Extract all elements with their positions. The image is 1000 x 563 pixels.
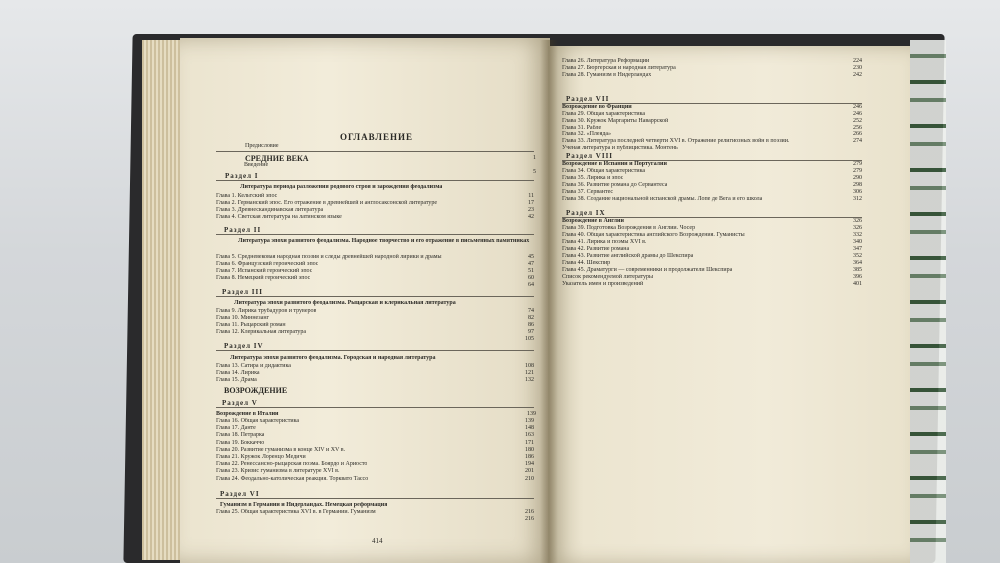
toc-entry: Глава 11. Рыцарский роман 86	[216, 322, 534, 328]
toc-entry: Глава 15. Драма 132	[216, 377, 534, 383]
toc-entry: Глава 8. Немецкий героический эпос 60	[216, 275, 534, 281]
rule	[216, 407, 534, 408]
toc-title: ОГЛАВЛЕНИЕ	[340, 132, 413, 142]
toc-entry: Глава 38. Создание национальной испанской драмы. Лопе де Вега и его школа 312	[562, 196, 862, 202]
toc-entry: Глава 42. Развитие романа 347	[562, 246, 862, 252]
toc-entry: Глава 5. Средневековая народная поэзия и следы древнейшей народной лирики и драмы 45	[216, 254, 534, 260]
toc-entry: Глава 17. Данте 148	[216, 425, 534, 432]
toc-entry: Указатель имен и произведений 401	[562, 281, 862, 287]
rule	[216, 180, 534, 181]
endpaper-pattern	[910, 40, 946, 563]
toc-entry: Глава 10. Миннезанг 82	[216, 315, 534, 321]
section-8-label: Раздел VIII	[566, 152, 614, 160]
toc-entry: 216	[525, 516, 534, 522]
part-title: СРЕДНИЕ ВЕКА	[245, 154, 309, 163]
toc-entry: Глава 39. Подготовка Возрождения в Англии. Чосер 326	[562, 225, 862, 231]
toc-entry: Глава 35. Лирика и эпос 290	[562, 175, 862, 181]
toc-entry: Глава 33. Литература последней четверти XVI в. Отражение религиозных войн в поэзии. 274	[562, 138, 862, 145]
section-6-label: Раздел VI	[220, 490, 260, 498]
part-2-title: ВОЗРОЖДЕНИЕ	[224, 386, 288, 395]
toc-entry: Глава 28. Гуманизм в Нидерландах 242	[562, 72, 862, 78]
rule	[216, 498, 534, 499]
toc-entry: Глава 1. Кельтский эпос 11	[216, 193, 534, 199]
toc-entry: Список рекомендуемой литературы 396	[562, 274, 862, 280]
toc-entry: Глава 31. Рабле 256	[562, 124, 862, 131]
toc-entry: Глава 36. Развитие романа до Сервантеса 298	[562, 182, 862, 188]
toc-entry: Глава 20. Развитие гуманизма в конце XIV и XV в. 180	[216, 446, 534, 453]
toc-entry: Глава 41. Лирика и поэмы XVI в. 340	[562, 239, 862, 245]
section-5-label: Раздел V	[222, 399, 258, 407]
section-4-heading: Литература эпохи развитого феодализма. Городская и народная литература	[230, 355, 436, 361]
rule	[216, 350, 534, 351]
rule	[216, 151, 534, 152]
toc-entry: Глава 9. Лирика трубадуров и труверов 74	[216, 308, 534, 314]
section-7-heading-row: Возрождение во Франции 246	[562, 104, 862, 110]
section-3-heading: Литература эпохи развитого феодализма. Рыцарская и клерикальная литература	[234, 300, 456, 306]
toc-entry: Глава 43. Развитие английской драмы до Шекспира 352	[562, 253, 862, 259]
section-7-label: Раздел VII	[566, 95, 610, 103]
toc-entry: Глава 19. Боккаччо 171	[216, 439, 534, 446]
toc-entry: 105	[525, 336, 534, 342]
toc-entry: Глава 25. Общая характеристика XVI в. в Германии. Гуманизм 216	[216, 509, 534, 515]
section-9-heading-row: Возрождение в Англии 326	[562, 218, 862, 224]
toc-entry: Глава 12. Клерикальная литература 97	[216, 329, 534, 335]
rule	[216, 296, 534, 297]
toc-entry: Глава 40. Общая характеристика английского Возрождения. Гуманисты 332	[562, 232, 862, 238]
toc-entry: Глава 13. Сатира и дидактика 108	[216, 363, 534, 369]
toc-entry: Глава 6. Французский героический эпос 47	[216, 261, 534, 267]
rule	[216, 234, 534, 235]
section-2-heading: Литература эпохи развитого феодализма. Народное творчество и его отражение в письменных памятниках	[238, 238, 530, 244]
toc-entry: Глава 14. Лирика 121	[216, 370, 534, 376]
section-2-label: Раздел II	[224, 226, 262, 234]
toc-entry: Глава 26. Литература Реформации 224	[562, 58, 862, 64]
introduction-row: Введение	[244, 162, 269, 168]
toc-entry: Ученая литература и публицистика. Монтень	[562, 145, 678, 151]
toc-entry: Глава 4. Светская литература на латинском языке 42	[216, 214, 534, 220]
toc-entry: Глава 7. Испанский героический эпос 51	[216, 268, 534, 274]
preface-label: Предисловие	[245, 143, 279, 149]
toc-entry: Глава 23. Кризис гуманизма в литературе XVI в. 201	[216, 468, 534, 475]
section-9-label: Раздел IX	[566, 209, 606, 217]
toc-entry: Глава 22. Ренессансно-рыцарская поэма. Боярдо и Ариосто 194	[216, 461, 534, 468]
toc-entry: Глава 16. Общая характеристика 139	[216, 418, 534, 424]
section-6-heading: Гуманизм в Германии и Нидерландах. Немецкая реформация	[220, 502, 388, 508]
section-5-heading-row: Возрождение в Италии 139	[216, 411, 536, 417]
toc-entry: Глава 24. Феодально-католическая реакция. Торквато Тассо 210	[216, 475, 534, 482]
section-4-label: Раздел IV	[224, 342, 264, 350]
toc-entry: Глава 37. Сервантес 306	[562, 189, 862, 195]
section-1-heading: Литература периода разложения родового строя и зарождения феодализма	[240, 184, 443, 190]
toc-entry: Глава 45. Драматурги — современники и продолжатели Шекспира 385	[562, 267, 862, 273]
toc-entry: 64	[528, 282, 534, 288]
toc-entry: Глава 29. Общая характеристика 246	[562, 111, 862, 117]
toc-entry: Глава 3. Древнескандинавская литература 23	[216, 207, 534, 213]
toc-entry: Глава 21. Кружок Лоренцо Медичи 186	[216, 454, 534, 460]
book-gutter	[540, 40, 558, 563]
toc-entry: Глава 34. Общая характеристика 279	[562, 168, 862, 174]
page-5-row: 5	[533, 169, 536, 175]
toc-entry: Глава 44. Шекспир 364	[562, 260, 862, 266]
section-8-heading-row: Возрождение в Испании и Португалии 279	[562, 161, 862, 167]
section-1-label: Раздел I	[225, 172, 259, 180]
toc-entry: Глава 32. «Плеяда» 266	[562, 131, 862, 138]
intro-page-row: 1	[533, 155, 536, 161]
page-number: 414	[372, 537, 383, 545]
toc-entry: Глава 2. Германский эпос. Его отражение в древнейшей и англосаксонской литературе 17	[216, 200, 534, 206]
toc-entry: Глава 18. Петрарка 163	[216, 432, 534, 439]
toc-entry: Глава 27. Бюргерская и народная литература 230	[562, 65, 862, 71]
toc-entry: Глава 30. Кружок Маргариты Наваррской 252	[562, 117, 862, 124]
section-3-label: Раздел III	[222, 288, 263, 296]
